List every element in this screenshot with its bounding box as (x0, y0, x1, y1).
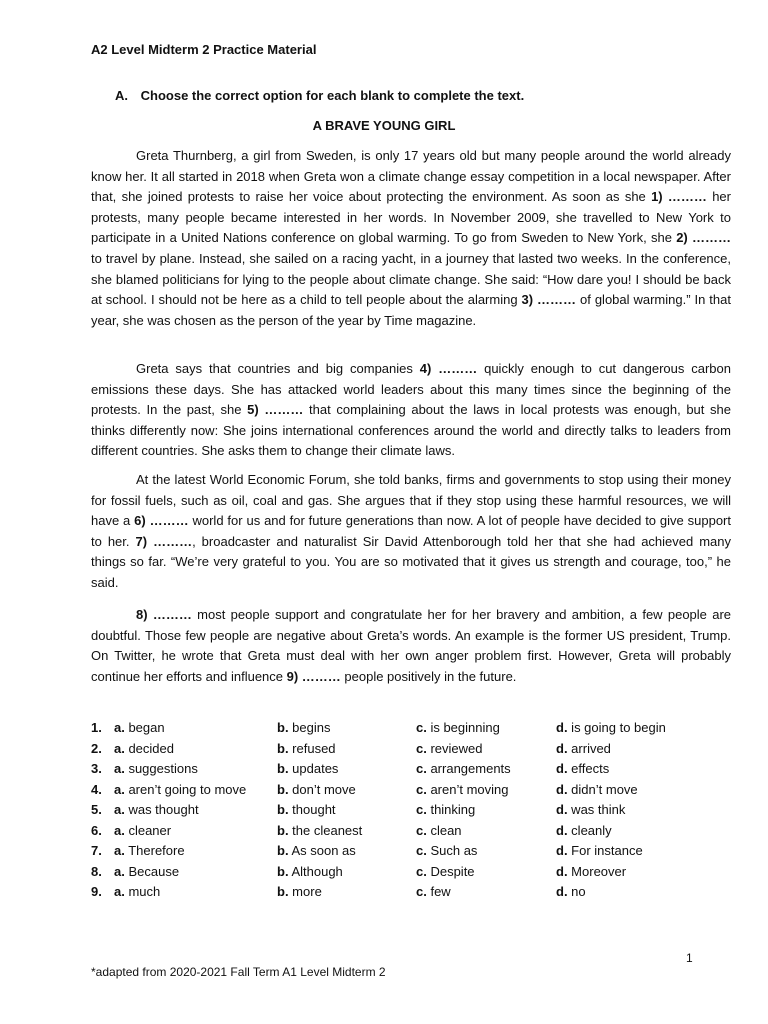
option-letter: b. (277, 884, 289, 899)
option-letter: c. (416, 781, 427, 797)
option-row (91, 882, 731, 903)
option-letter: d. (556, 822, 568, 838)
blank-marker: 6) ……… (134, 513, 189, 529)
question-number: 5. (91, 802, 102, 817)
option-c (416, 718, 500, 739)
option-text: no (567, 884, 586, 899)
option-letter: c. (416, 761, 427, 776)
option-a (114, 862, 179, 883)
option-letter: d. (556, 802, 568, 817)
option-a (114, 841, 185, 862)
passage-text: of global warming.” In that year, she was chosen as the person of the year by Time magazine. (91, 292, 731, 328)
section-instruction (115, 88, 524, 103)
option-letter: c. (416, 884, 427, 899)
option-a (114, 882, 160, 903)
option-text: began (124, 720, 165, 735)
option-text: didn’t move (567, 781, 638, 797)
option-letter: c. (416, 720, 427, 735)
option-text: begins (288, 720, 331, 735)
option-row (91, 800, 731, 821)
passage-text: Greta Thurnberg, a girl from Sweden, is only 17 years old but many people around the world already know her. It all started in 2018 when Greta won a climate change essay competition in a local newspaper. After that, she joined protests to raise her voice about protecting the environment. As soon as she (91, 148, 731, 205)
option-c (416, 800, 475, 821)
option-b (277, 718, 330, 739)
option-text: aren’t moving (426, 781, 509, 797)
question-number: 6. (91, 822, 102, 838)
passage-text: world for us and for future generations than now. A lot of people have decided to give support to her. (91, 513, 731, 549)
option-letter: a. (114, 802, 125, 817)
option-text: As soon as (288, 843, 356, 858)
option-b (277, 882, 322, 903)
option-letter: c. (416, 822, 427, 838)
option-b (277, 800, 336, 821)
blank-marker: 5) ……… (247, 402, 304, 418)
option-b (277, 862, 343, 883)
option-a (114, 780, 246, 801)
option-d (556, 718, 666, 739)
passage-text: people positively in the future. (340, 668, 517, 684)
option-text: Moreover (567, 863, 627, 879)
option-letter: c. (416, 863, 427, 879)
page-number: 1 (686, 951, 693, 965)
blank-marker: 7) ……… (135, 533, 193, 549)
option-text: is beginning (426, 720, 500, 735)
passage-paragraph-3 (91, 470, 731, 594)
option-letter: b. (277, 761, 289, 776)
option-b (277, 780, 356, 801)
blank-marker: 4) ……… (419, 361, 478, 376)
option-d (556, 882, 586, 903)
option-d (556, 862, 626, 883)
option-text: effects (567, 761, 610, 776)
blank-marker: 3) ……… (521, 292, 577, 308)
option-d (556, 800, 625, 821)
passage-paragraph-1 (91, 146, 731, 331)
option-text: Therefore (124, 843, 185, 858)
option-text: was think (567, 802, 626, 817)
passage-paragraph-4 (91, 605, 731, 687)
option-row (91, 780, 731, 801)
option-letter: a. (114, 843, 125, 858)
option-c (416, 739, 482, 760)
option-letter: b. (277, 720, 289, 735)
option-text: suggestions (124, 761, 198, 776)
blank-marker: 1) ……… (651, 189, 707, 205)
option-d (556, 780, 638, 801)
blank-marker: 2) ……… (676, 230, 732, 246)
option-text: is going to begin (567, 720, 666, 735)
option-text: refused (288, 740, 336, 756)
option-letter: b. (277, 781, 289, 797)
option-text: thinking (426, 802, 476, 817)
option-c (416, 841, 477, 862)
option-text: the cleanest (288, 822, 363, 838)
option-b (277, 759, 338, 780)
option-text: Despite (426, 863, 475, 879)
option-d (556, 739, 611, 760)
question-number: 7. (91, 843, 102, 858)
question-number: 4. (91, 781, 102, 797)
option-c (416, 862, 475, 883)
option-c (416, 882, 451, 903)
option-d (556, 841, 643, 862)
passage-text: Greta says that countries and big companies (136, 361, 420, 376)
option-text: reviewed (426, 740, 483, 756)
option-text: Because (124, 863, 180, 879)
option-letter: a. (114, 884, 125, 899)
option-d (556, 759, 609, 780)
option-text: more (288, 884, 322, 899)
option-row (91, 821, 731, 842)
passage-text: quickly enough to cut dangerous carbon emissions these days. She has attacked world leaders about this many times since the beginning of the protests. In the past, she (91, 361, 731, 418)
option-text: much (124, 884, 161, 899)
option-text: Although (288, 863, 343, 879)
option-letter: d. (556, 761, 568, 776)
option-letter: d. (556, 720, 568, 735)
option-letter: a. (114, 720, 125, 735)
option-text: clean (426, 822, 462, 838)
option-letter: b. (277, 740, 289, 756)
option-b (277, 841, 356, 862)
question-number: 8. (91, 863, 102, 879)
option-text: updates (288, 761, 339, 776)
option-text: thought (288, 802, 336, 817)
option-letter: a. (114, 863, 125, 879)
option-c (416, 780, 509, 801)
footnote: *adapted from 2020-2021 Fall Term A1 Level Midterm 2 (91, 965, 386, 979)
option-text: Such as (426, 843, 478, 858)
option-b (277, 821, 362, 842)
option-text: arrived (567, 740, 611, 756)
option-text: For instance (567, 843, 643, 858)
option-a (114, 759, 198, 780)
blank-marker: 9) ……… (286, 668, 341, 684)
option-letter: a. (114, 740, 125, 756)
option-text: aren’t going to move (124, 781, 247, 797)
option-text: arrangements (426, 761, 511, 776)
option-letter: c. (416, 740, 427, 756)
option-letter: a. (114, 781, 125, 797)
option-letter: b. (277, 822, 289, 838)
passage-text: most people support and congratulate her for her bravery and ambition, a few people are doubtful. Those few people are negative about Greta’s words. An example is the former US president, Trump. On Twitter, he wrote that Greta must deal with her own anger problem first. However, Greta will probably continue her efforts and influence (91, 607, 731, 684)
option-letter: d. (556, 740, 568, 756)
option-row (91, 718, 731, 739)
passage-text: her protests, many people became interested in her words. In November 2009, she travelled to New York to participate in a United Nations conference on global warming. To go from Sweden to New York, she (91, 189, 731, 246)
option-text: don’t move (288, 781, 356, 797)
option-a (114, 718, 165, 739)
passage-text: that complaining about the laws in local protests was enough, but she thinks differently now: She joins international conferences around the world and directly talks to leaders from different countries. She asks them to change their climate laws. (91, 402, 732, 459)
option-row (91, 841, 731, 862)
instruction-text: Choose the correct option for each blank to complete the text. (140, 88, 525, 103)
option-letter: b. (277, 843, 289, 858)
question-number: 3. (91, 761, 102, 776)
option-letter: c. (416, 802, 427, 817)
section-letter: A. (115, 88, 128, 103)
option-letter: b. (277, 863, 289, 879)
option-row (91, 739, 731, 760)
option-row (91, 759, 731, 780)
passage-text: At the latest World Economic Forum, she told banks, firms and governments to stop using their money for fossil fuels, such as oil, coal and gas. She argues that if they stop using these harmful resources, we will have a (91, 472, 731, 529)
options-list (91, 718, 731, 903)
option-c (416, 759, 511, 780)
document-header: A2 Level Midterm 2 Practice Material (91, 42, 317, 57)
option-text: cleaner (124, 822, 172, 838)
option-letter: a. (114, 761, 125, 776)
option-c (416, 821, 462, 842)
option-text: decided (124, 740, 174, 756)
passage-title: A BRAVE YOUNG GIRL (312, 118, 456, 133)
blank-marker: 8) ……… (136, 607, 192, 622)
option-letter: d. (556, 863, 568, 879)
option-letter: a. (114, 822, 125, 838)
passage-text: to travel by plane. Instead, she sailed on a racing yacht, in a journey that lasted two weeks. In the conference, she blamed politicians for lying to the people about climate change. She said: “How dare you! I should be back at school. I should not be here as a child to tell people about the alarming (91, 250, 731, 308)
option-text: cleanly (567, 822, 612, 838)
option-d (556, 821, 612, 842)
option-letter: d. (556, 843, 568, 858)
option-letter: d. (556, 884, 568, 899)
option-a (114, 821, 171, 842)
option-letter: b. (277, 802, 289, 817)
question-number: 2. (91, 740, 102, 756)
passage-text: , broadcaster and naturalist Sir David Attenborough told her that she had achieved many things so far. “We’re very grateful to you. You are so motivated that it gives us strength and courage, too,” he said. (91, 533, 732, 590)
passage-paragraph-2 (91, 359, 731, 462)
option-b (277, 739, 336, 760)
option-a (114, 800, 199, 821)
question-number: 9. (91, 884, 102, 899)
option-row (91, 862, 731, 883)
option-a (114, 739, 174, 760)
option-text: was thought (124, 802, 199, 817)
option-letter: c. (416, 843, 427, 858)
option-text: few (426, 884, 451, 899)
question-number: 1. (91, 720, 102, 735)
option-letter: d. (556, 781, 568, 797)
